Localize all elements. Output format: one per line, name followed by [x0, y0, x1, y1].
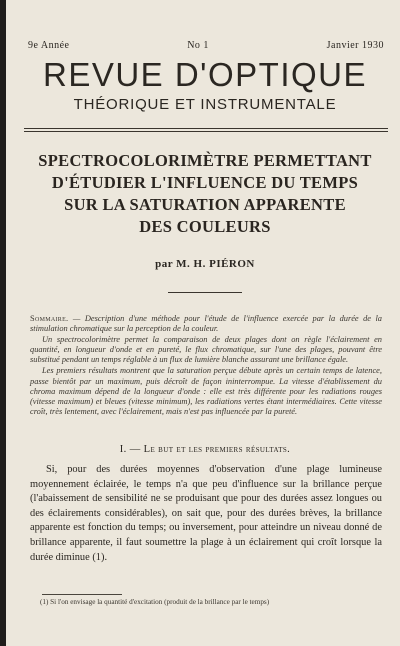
title-separator — [168, 292, 242, 293]
article-title-line: D'ÉTUDIER L'INFLUENCE DU TEMPS — [51, 173, 359, 192]
header-rule-bottom — [24, 131, 388, 132]
footnote: (1) Si l'on envisage la quantité d'excitation (produit de la brillance par le temps) — [40, 598, 270, 606]
journal-title: REVUE D'OPTIQUE — [42, 56, 367, 93]
issue-number: No 1 — [187, 40, 209, 51]
section-heading: I. — Le but et les premiers résultats. — [119, 444, 291, 455]
summary-paragraph: Les premiers résultats montrent que la saturation perçue débute après un certain temps de latence, passe bientôt par un maximum, puis décroît de façon ininterrompue. La vitesse d'établissement du chroma maximum dépend de la longueur d'onde : elle est très différente pour les radiations rouges (vitesse maximum) et bleues (vitesse minimum), les radiations vertes étant intermédiaires. Cette vitesse croît, très lentement, avec l'éclairement, mais n'est pas influencée par la pureté. — [30, 366, 382, 416]
binding-spine — [0, 0, 6, 646]
journal-subtitle: THÉORIQUE ET INSTRUMENTALE — [73, 96, 337, 113]
footnote-rule — [42, 594, 122, 595]
summary-paragraph: Un spectrocolorimètre permet la comparaison de deux plages dont on règle l'éclairement en quantité, en longueur d'onde et en pureté, le flux chromatique, sur l'une des plages, pouvant être substitué pendant un temps réglable à un flux de lumière blanche assurant une brillance égale. — [30, 335, 382, 365]
page-content — [18, 0, 392, 646]
volume-year: 9e Année — [28, 40, 70, 51]
body-paragraph: Si, pour des durées moyennes d'observation d'une plage lumineuse moyennement éclairée, le temps n'a que peu d'influence sur la brillance perçue (l'abaissement de sensibilité ne se produisant que pour des durées assez longues ou des éclairements considérables), on sait que, pour des durées brèves, la brillance apparente est fonction du temps; ou inversement, pour atteindre un niveau donné de brillance apparente, il faut soumettre la plage à un éclairement qui croît lorsque la durée diminue (1). — [30, 464, 382, 563]
article-body — [30, 463, 382, 565]
summary-paragraph: Sommaire. — Description d'une méthode pour l'étude de l'influence exercée par la durée de la stimulation chromatique sur la perception de la couleur. — [30, 314, 382, 334]
article-title-line: SUR LA SATURATION APPARENTE — [64, 195, 346, 214]
article-title-line: DES COULEURS — [139, 217, 271, 236]
summary-label: Sommaire. — [30, 314, 69, 323]
issue-date: Janvier 1930 — [326, 40, 384, 51]
article-summary — [30, 314, 382, 418]
header-rule-top — [24, 128, 388, 129]
masthead — [28, 40, 384, 51]
article-title — [18, 150, 392, 238]
article-author: par M. H. PIÉRON — [155, 258, 255, 270]
article-title-line: SPECTROCOLORIMÈTRE PERMETTANT — [38, 151, 372, 170]
